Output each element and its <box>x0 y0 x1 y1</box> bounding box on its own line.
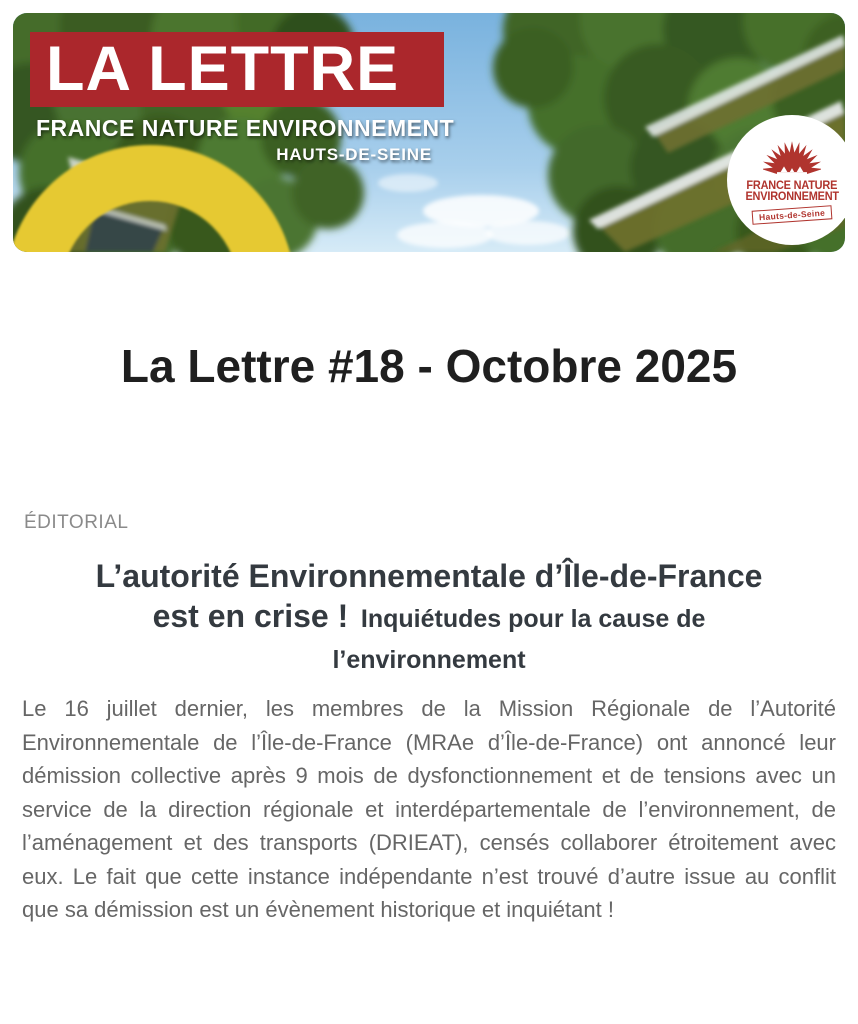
hedgehog-icon <box>763 139 821 179</box>
logo-department-stamp: Hauts-de-Seine <box>752 205 833 225</box>
editorial-paragraph: Le 16 juillet dernier, les membres de la Mission Régionale de l’Autorité Environnementale de l’Île-de-France (MRAe d’Île-de-France) ont annoncé leur démission collective après 9 mois de dysfonctionnement et de tensions avec un service de la direction régionale et interdépartementale de l’environnement, de l’aménagement et des transports (DRIEAT), censés collaborer étroitement avec eux. Le fait que cette instance indépendante n’est trouvé d’autre issue au conflit que sa démission est un évènement historique et inquiétant ! <box>22 696 836 922</box>
logo-org-line1: FRANCE NATURE <box>746 179 838 192</box>
section-label-editorial: ÉDITORIAL <box>24 512 129 533</box>
org-name: FRANCE NATURE ENVIRONNEMENT <box>36 115 455 141</box>
headline-line2 <box>22 596 836 640</box>
issue-title: La Lettre #18 - Octobre 2025 <box>120 340 738 392</box>
logo-org-line2: ENVIRONNEMENT <box>745 190 839 203</box>
headline-line2-big: est en crise ! <box>152 598 349 634</box>
headline-line3: l’environnement <box>332 646 526 674</box>
headline-line2-small: Inquiétudes pour la cause de <box>360 605 706 633</box>
fne-logo <box>727 115 845 245</box>
newsletter-banner: LA LETTRE <box>30 32 444 107</box>
header-image <box>13 13 845 252</box>
editorial-headline <box>22 556 836 680</box>
org-department: HAUTS-DE-SEINE <box>276 145 432 164</box>
headline-line1: L’autorité Environnementale d’Île-de-France <box>95 558 763 594</box>
